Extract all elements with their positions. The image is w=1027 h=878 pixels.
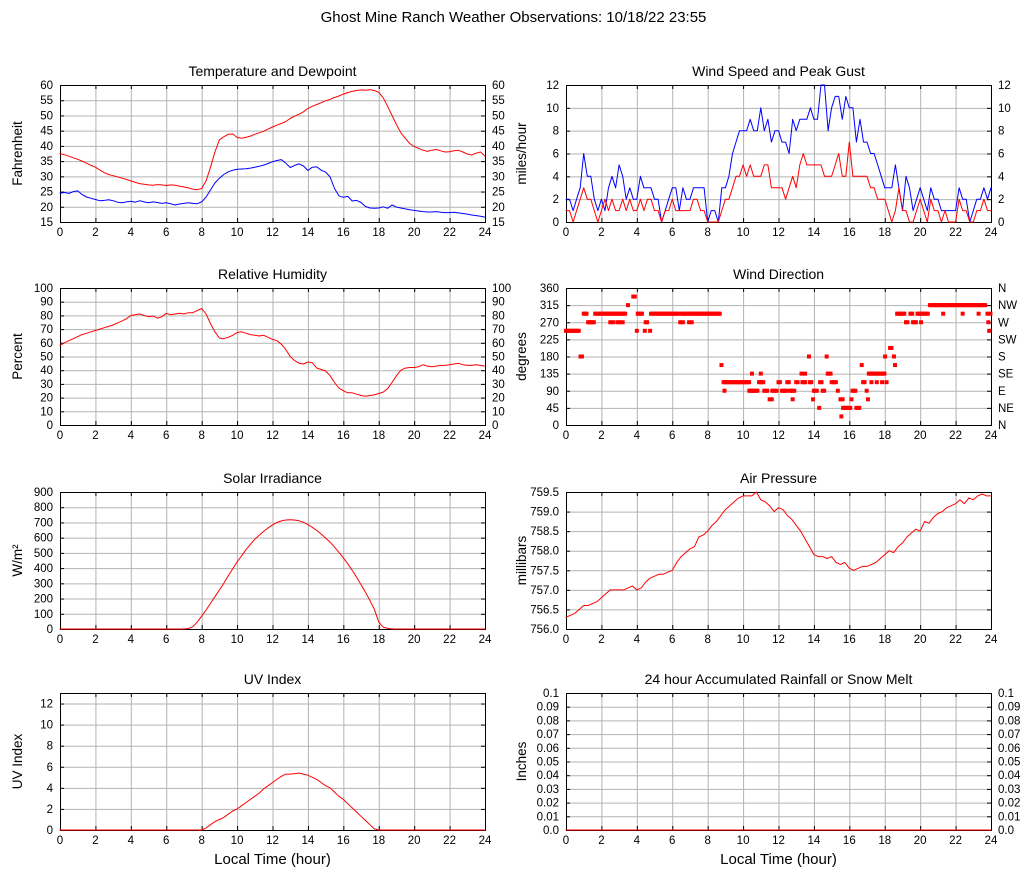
y-tick-label: 10 xyxy=(546,102,559,115)
x-tick-label: 6 xyxy=(669,835,676,847)
y-tick-labels xyxy=(34,283,53,432)
right-tick-label: 100 xyxy=(492,283,512,295)
x-axis-label: Local Time (hour) xyxy=(214,851,331,868)
air-pressure-svg xyxy=(514,462,1027,667)
right-tick-label: 6 xyxy=(998,148,1005,161)
right-tick-label: 0.0 xyxy=(998,825,1014,837)
x-tick-label: 2 xyxy=(598,634,605,646)
right-tick-label: E xyxy=(998,385,1006,398)
y-tick-label: 135 xyxy=(539,368,559,381)
y-tick-label: 12 xyxy=(546,80,559,92)
right-tick-label: 0.08 xyxy=(998,715,1021,728)
y-tick-label: 0 xyxy=(46,825,53,837)
y-tick-label: 100 xyxy=(33,283,53,295)
x-tick-label: 2 xyxy=(598,430,605,442)
x-tick-label: 14 xyxy=(807,634,821,646)
right-tick-label: 4 xyxy=(998,171,1005,184)
x-tick-label: 18 xyxy=(878,634,892,646)
right-tick-label: NW xyxy=(998,300,1018,313)
x-tick-labels xyxy=(57,835,492,847)
x-tick-label: 22 xyxy=(949,430,962,442)
right-tick-label: 70 xyxy=(492,324,505,337)
x-tick-label: 6 xyxy=(163,835,170,847)
x-tick-label: 14 xyxy=(301,430,315,442)
grid xyxy=(60,492,486,630)
y-tick-label: 30 xyxy=(40,171,53,184)
x-tick-label: 18 xyxy=(878,835,892,847)
x-tick-label: 18 xyxy=(372,634,386,646)
x-tick-label: 20 xyxy=(913,634,927,646)
rainfall-svg xyxy=(514,663,1027,868)
right-tick-label: 0.06 xyxy=(998,742,1021,755)
x-tick-label: 14 xyxy=(301,835,315,847)
y-tick-label: 759.5 xyxy=(530,487,559,499)
x-tick-label: 6 xyxy=(669,430,676,442)
chart-title: Air Pressure xyxy=(739,470,818,486)
y-tick-label: 0 xyxy=(46,624,53,636)
right-tick-label: 10 xyxy=(998,102,1011,115)
right-tick-label: N xyxy=(998,420,1007,432)
x-tick-label: 12 xyxy=(266,835,279,847)
y-tick-label: 0.03 xyxy=(536,783,559,796)
right-tick-label: 12 xyxy=(998,80,1011,92)
grid xyxy=(566,288,992,426)
x-tick-label: 4 xyxy=(127,430,135,442)
x-tick-label: 0 xyxy=(562,634,570,646)
x-tick-label: 16 xyxy=(336,634,350,646)
x-tick-label: 16 xyxy=(842,227,856,239)
x-tick-labels xyxy=(563,634,998,646)
right-tick-label: 50 xyxy=(492,110,505,123)
y-tick-label: 315 xyxy=(539,300,559,313)
y-axis-label: degrees xyxy=(514,332,529,381)
grid xyxy=(566,492,992,630)
y-tick-label: 60 xyxy=(40,337,53,350)
right-tick-label: NE xyxy=(998,402,1014,415)
y-tick-label: 757.0 xyxy=(530,584,559,597)
grid xyxy=(60,288,486,426)
y-axis-label: miles/hour xyxy=(514,122,529,185)
x-tick-label: 20 xyxy=(407,227,421,239)
y-tick-label: 20 xyxy=(40,201,53,214)
grid xyxy=(566,693,992,831)
y-tick-label: 200 xyxy=(33,593,53,606)
y-tick-label: 600 xyxy=(33,532,53,545)
right-tick-label: 30 xyxy=(492,171,505,184)
solar-irradiance-svg xyxy=(0,462,513,667)
y-tick-label: 50 xyxy=(40,110,53,123)
y-tick-label: 756.5 xyxy=(530,604,559,617)
right-tick-label: 10 xyxy=(492,406,505,419)
x-tick-label: 12 xyxy=(772,835,785,847)
x-tick-label: 14 xyxy=(301,227,315,239)
x-tick-label: 6 xyxy=(669,227,676,239)
x-tick-label: 10 xyxy=(230,634,244,646)
y-tick-label: 40 xyxy=(40,365,53,378)
y-tick-labels xyxy=(540,283,559,432)
x-tick-label: 16 xyxy=(336,835,350,847)
y-tick-label: 0 xyxy=(552,420,559,432)
x-tick-label: 2 xyxy=(92,227,99,239)
x-tick-label: 4 xyxy=(127,835,135,847)
x-tick-label: 18 xyxy=(372,835,386,847)
y-axis-label: Inches xyxy=(514,741,529,782)
right-tick-label: 0.07 xyxy=(998,729,1021,742)
x-tick-label: 18 xyxy=(878,227,892,239)
x-tick-label: 14 xyxy=(301,634,315,646)
x-tick-label: 16 xyxy=(842,835,856,847)
x-tick-label: 12 xyxy=(266,430,279,442)
x-tick-labels xyxy=(563,835,998,847)
x-tick-label: 24 xyxy=(984,227,998,239)
x-tick-labels xyxy=(563,430,998,442)
y-axis-label: W/m² xyxy=(10,544,25,577)
right-tick-label: 20 xyxy=(492,392,505,405)
chart-relative-humidity xyxy=(0,258,513,463)
y-tick-label: 60 xyxy=(40,80,53,92)
grid xyxy=(60,85,486,223)
uv-index-svg xyxy=(0,663,513,868)
x-tick-label: 8 xyxy=(704,634,711,646)
x-tick-label: 6 xyxy=(163,634,170,646)
y-tick-label: 500 xyxy=(33,547,53,560)
x-tick-label: 6 xyxy=(163,227,170,239)
x-tick-label: 22 xyxy=(443,430,456,442)
y-tick-label: 4 xyxy=(552,171,559,184)
temperature-dewpoint-svg xyxy=(0,55,513,260)
x-tick-label: 8 xyxy=(198,227,205,239)
y-tick-label: 10 xyxy=(40,406,53,419)
y-tick-label: 70 xyxy=(40,324,53,337)
x-tick-label: 12 xyxy=(772,227,785,239)
y-tick-label: 757.5 xyxy=(530,565,559,578)
x-tick-label: 0 xyxy=(56,634,64,646)
y-tick-label: 100 xyxy=(33,608,53,621)
x-tick-label: 24 xyxy=(984,634,998,646)
x-axis-label: Local Time (hour) xyxy=(720,851,837,868)
y-axis-label: UV Index xyxy=(10,733,25,790)
y-tick-label: 40 xyxy=(40,140,53,153)
x-tick-label: 14 xyxy=(807,227,821,239)
x-tick-label: 12 xyxy=(266,634,279,646)
chart-title: Wind Direction xyxy=(732,266,825,282)
right-tick-label: 0.04 xyxy=(998,770,1021,783)
right-tick-label: 50 xyxy=(492,351,505,364)
right-tick-label: 45 xyxy=(492,125,505,138)
right-tick-label: 0.02 xyxy=(998,797,1021,810)
right-tick-label: N xyxy=(998,283,1007,295)
y-tick-label: 0 xyxy=(46,420,53,432)
y-tick-labels xyxy=(34,487,53,636)
x-tick-label: 0 xyxy=(56,430,64,442)
y-tick-label: 800 xyxy=(33,502,53,515)
x-tick-label: 10 xyxy=(736,634,750,646)
x-tick-labels xyxy=(57,227,492,239)
right-tick-label: 0.09 xyxy=(998,701,1021,714)
chart-title: Wind Speed and Peak Gust xyxy=(692,63,865,79)
x-tick-label: 6 xyxy=(163,430,170,442)
x-tick-label: 24 xyxy=(984,430,998,442)
x-tick-label: 22 xyxy=(443,835,456,847)
y-tick-label: 0.06 xyxy=(536,742,559,755)
x-tick-label: 24 xyxy=(478,227,492,239)
right-tick-label: 20 xyxy=(492,201,505,214)
x-tick-label: 24 xyxy=(984,835,998,847)
y-tick-labels xyxy=(546,80,559,229)
y-tick-label: 0 xyxy=(552,217,559,229)
right-tick-label: 55 xyxy=(492,95,505,108)
chart-title: Temperature and Dewpoint xyxy=(188,63,357,79)
right-tick-label: S xyxy=(998,351,1006,364)
y-axis-label: Percent xyxy=(10,333,25,380)
y-tick-label: 8 xyxy=(552,125,559,138)
x-tick-label: 10 xyxy=(736,430,750,442)
chart-title: 24 hour Accumulated Rainfall or Snow Melt xyxy=(644,671,913,687)
y-tick-label: 12 xyxy=(40,698,53,711)
y-tick-label: 0.04 xyxy=(536,770,559,783)
right-tick-label: 40 xyxy=(492,140,505,153)
y-tick-label: 55 xyxy=(40,95,53,108)
x-tick-label: 8 xyxy=(198,634,205,646)
x-tick-label: 14 xyxy=(807,835,821,847)
y-tick-label: 0.1 xyxy=(543,688,559,700)
x-tick-labels xyxy=(57,430,492,442)
x-tick-label: 0 xyxy=(56,227,64,239)
y-tick-label: 759.0 xyxy=(530,506,559,519)
x-tick-label: 18 xyxy=(372,430,386,442)
right-tick-label: 60 xyxy=(492,337,505,350)
x-tick-label: 20 xyxy=(407,835,421,847)
y-tick-label: 360 xyxy=(539,283,559,295)
y-tick-label: 180 xyxy=(539,351,559,364)
y-tick-label: 6 xyxy=(552,148,559,161)
y-axis-label: millibars xyxy=(514,535,529,586)
right-tick-label: 60 xyxy=(492,80,505,92)
y-tick-label: 2 xyxy=(552,194,559,207)
chart-rainfall xyxy=(514,663,1027,868)
x-tick-label: 2 xyxy=(92,430,99,442)
x-tick-label: 0 xyxy=(562,835,570,847)
right-tick-labels xyxy=(998,80,1011,229)
x-tick-label: 4 xyxy=(633,430,641,442)
right-tick-label: 0 xyxy=(492,420,499,432)
y-tick-label: 90 xyxy=(546,385,559,398)
x-tick-label: 20 xyxy=(913,835,927,847)
right-tick-label: SE xyxy=(998,368,1014,381)
y-tick-label: 758.0 xyxy=(530,545,559,558)
y-tick-label: 0.01 xyxy=(536,811,559,824)
y-tick-label: 0.02 xyxy=(536,797,559,810)
right-tick-label: 0.03 xyxy=(998,783,1021,796)
right-tick-label: 2 xyxy=(998,194,1005,207)
x-tick-label: 16 xyxy=(336,227,350,239)
x-tick-label: 0 xyxy=(562,430,570,442)
y-tick-label: 0.07 xyxy=(536,729,559,742)
x-tick-label: 6 xyxy=(669,634,676,646)
x-tick-label: 4 xyxy=(127,227,135,239)
x-tick-label: 2 xyxy=(92,634,99,646)
x-tick-label: 10 xyxy=(736,835,750,847)
y-tick-label: 300 xyxy=(33,578,53,591)
x-tick-label: 20 xyxy=(407,634,421,646)
y-tick-label: 30 xyxy=(40,378,53,391)
y-tick-label: 35 xyxy=(40,156,53,169)
x-tick-label: 16 xyxy=(842,634,856,646)
x-tick-label: 8 xyxy=(704,227,711,239)
y-tick-label: 80 xyxy=(40,310,53,323)
right-tick-label: 0.05 xyxy=(998,756,1021,769)
right-tick-label: 80 xyxy=(492,310,505,323)
grid xyxy=(566,85,992,223)
y-tick-label: 400 xyxy=(33,563,53,576)
x-tick-label: 8 xyxy=(198,430,205,442)
x-tick-label: 16 xyxy=(842,430,856,442)
y-tick-label: 90 xyxy=(40,296,53,309)
y-tick-label: 700 xyxy=(33,517,53,530)
y-axis-label: Fahrenheit xyxy=(10,121,25,186)
x-tick-label: 20 xyxy=(407,430,421,442)
x-tick-label: 20 xyxy=(913,227,927,239)
x-tick-label: 4 xyxy=(633,227,641,239)
x-tick-labels xyxy=(57,634,492,646)
y-tick-label: 25 xyxy=(40,186,53,199)
chart-wind-direction xyxy=(514,258,1027,463)
x-tick-label: 10 xyxy=(230,835,244,847)
y-tick-label: 0.09 xyxy=(536,701,559,714)
right-tick-labels xyxy=(492,283,511,432)
y-tick-label: 900 xyxy=(33,487,53,499)
wind-speed-gust-svg xyxy=(514,55,1027,260)
chart-wind-speed-gust xyxy=(514,55,1027,260)
right-tick-label: SW xyxy=(998,334,1017,347)
x-tick-label: 22 xyxy=(949,835,962,847)
right-tick-label: 15 xyxy=(492,217,505,229)
y-tick-label: 45 xyxy=(40,125,53,138)
x-tick-label: 24 xyxy=(478,634,492,646)
x-tick-label: 4 xyxy=(633,634,641,646)
y-tick-labels xyxy=(537,688,560,837)
y-tick-labels xyxy=(40,80,53,229)
x-tick-label: 18 xyxy=(372,227,386,239)
x-tick-label: 18 xyxy=(878,430,892,442)
y-tick-label: 4 xyxy=(46,782,53,795)
x-tick-label: 10 xyxy=(230,430,244,442)
x-tick-label: 24 xyxy=(478,835,492,847)
x-tick-label: 22 xyxy=(949,227,962,239)
x-tick-label: 12 xyxy=(266,227,279,239)
x-tick-label: 10 xyxy=(736,227,750,239)
right-tick-label: 0.01 xyxy=(998,811,1021,824)
y-tick-label: 756.0 xyxy=(530,624,559,636)
chart-solar-irradiance xyxy=(0,462,513,667)
x-tick-label: 22 xyxy=(443,227,456,239)
wind-direction-svg xyxy=(514,258,1027,463)
y-tick-label: 10 xyxy=(40,719,53,732)
y-tick-label: 0.0 xyxy=(543,825,559,837)
x-tick-label: 4 xyxy=(633,835,641,847)
y-tick-label: 8 xyxy=(46,740,53,753)
y-tick-label: 758.5 xyxy=(530,526,559,539)
grid xyxy=(60,693,486,831)
right-tick-label: 90 xyxy=(492,296,505,309)
y-tick-label: 225 xyxy=(539,334,559,347)
right-tick-labels xyxy=(492,80,505,229)
relative-humidity-svg xyxy=(0,258,513,463)
x-tick-label: 24 xyxy=(478,430,492,442)
x-tick-label: 8 xyxy=(704,430,711,442)
y-tick-labels xyxy=(40,699,53,837)
x-tick-label: 20 xyxy=(913,430,927,442)
x-tick-label: 2 xyxy=(598,835,605,847)
y-tick-label: 6 xyxy=(46,761,53,774)
chart-temperature-dewpoint xyxy=(0,55,513,260)
right-tick-label: 0 xyxy=(998,217,1005,229)
y-tick-label: 50 xyxy=(40,351,53,364)
y-tick-label: 2 xyxy=(46,803,53,816)
right-tick-label: W xyxy=(998,317,1009,330)
x-tick-label: 8 xyxy=(198,835,205,847)
y-tick-label: 15 xyxy=(40,217,53,229)
x-tick-labels xyxy=(563,227,998,239)
chart-air-pressure xyxy=(514,462,1027,667)
right-tick-label: 30 xyxy=(492,378,505,391)
right-tick-label: 0.1 xyxy=(998,688,1014,700)
chart-title: Solar Irradiance xyxy=(223,470,322,486)
right-tick-label: 25 xyxy=(492,186,505,199)
x-tick-label: 22 xyxy=(949,634,962,646)
x-tick-label: 8 xyxy=(704,835,711,847)
chart-title: Relative Humidity xyxy=(218,266,327,282)
x-tick-label: 0 xyxy=(562,227,570,239)
x-tick-label: 12 xyxy=(772,430,785,442)
y-tick-label: 0.08 xyxy=(536,715,559,728)
y-tick-label: 270 xyxy=(539,317,559,330)
right-tick-labels xyxy=(998,283,1017,432)
y-tick-labels xyxy=(530,487,559,636)
x-tick-label: 0 xyxy=(56,835,64,847)
y-tick-label: 45 xyxy=(546,402,559,415)
x-tick-label: 16 xyxy=(336,430,350,442)
y-tick-label: 0.05 xyxy=(536,756,559,769)
x-tick-label: 12 xyxy=(772,634,785,646)
chart-uv-index xyxy=(0,663,513,868)
y-tick-label: 20 xyxy=(40,392,53,405)
x-tick-label: 10 xyxy=(230,227,244,239)
x-tick-label: 4 xyxy=(127,634,135,646)
x-tick-label: 2 xyxy=(92,835,99,847)
right-tick-label: 40 xyxy=(492,365,505,378)
right-tick-label: 8 xyxy=(998,125,1005,138)
page-title: Ghost Mine Ranch Weather Observations: 10/18/22 23:55 xyxy=(320,9,707,26)
chart-title: UV Index xyxy=(243,671,302,687)
x-tick-label: 14 xyxy=(807,430,821,442)
x-tick-label: 2 xyxy=(598,227,605,239)
right-tick-labels xyxy=(998,688,1021,837)
right-tick-label: 35 xyxy=(492,156,505,169)
x-tick-label: 22 xyxy=(443,634,456,646)
